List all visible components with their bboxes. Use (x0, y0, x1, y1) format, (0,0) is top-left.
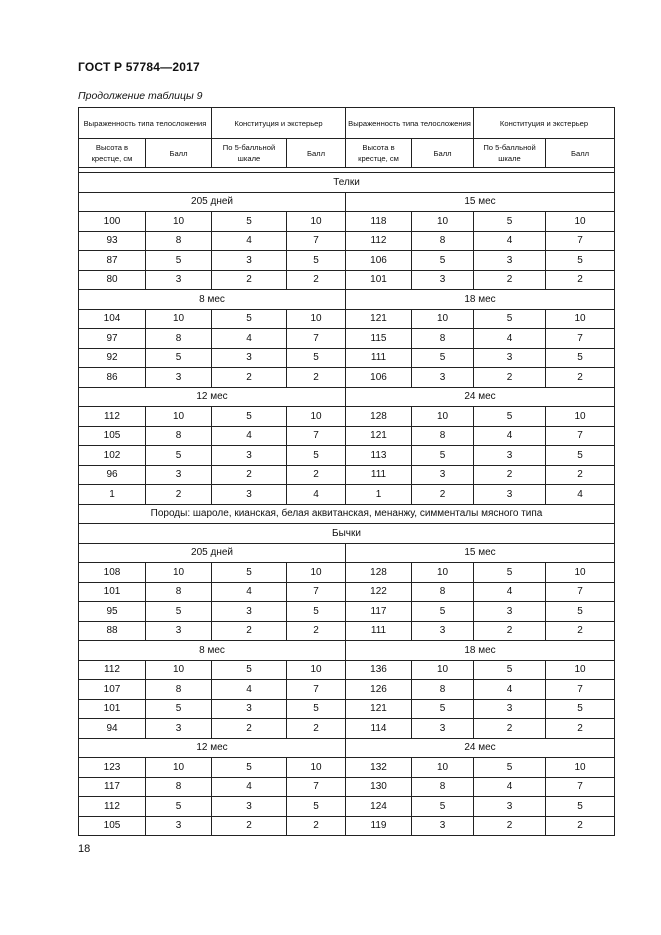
period-label-right: 18 мес (346, 290, 615, 310)
table-cell: 102 (79, 446, 146, 466)
table-cell: 10 (412, 660, 474, 680)
table-cell: 112 (346, 231, 412, 251)
table-cell: 126 (346, 680, 412, 700)
table-cell: 4 (212, 777, 287, 797)
table-cell: 3 (212, 446, 287, 466)
table-cell: 8 (412, 426, 474, 446)
period-label-left: 12 мес (79, 738, 346, 758)
table-cell: 101 (346, 270, 412, 290)
table-cell: 2 (546, 368, 615, 388)
table-cell: 3 (212, 797, 287, 817)
table-cell: 3 (146, 816, 212, 836)
period-row (79, 387, 615, 407)
period-label-right: 24 мес (346, 387, 615, 407)
table-cell: 7 (546, 231, 615, 251)
table-cell: 3 (146, 719, 212, 739)
table-cell: 8 (412, 329, 474, 349)
section-title: Породы: шароле, кианская, белая аквитанская, менанжу, симменталы мясного типа (79, 504, 615, 524)
table-cell: 5 (212, 660, 287, 680)
table-cell: 2 (412, 485, 474, 505)
table-cell: 3 (212, 251, 287, 271)
table-cell: 4 (212, 680, 287, 700)
table-cell: 115 (346, 329, 412, 349)
table-cell: 5 (146, 348, 212, 368)
table-cell: 2 (212, 465, 287, 485)
table-cell: 101 (79, 582, 146, 602)
table-cell: 4 (474, 680, 546, 700)
table-cell: 5 (212, 563, 287, 583)
table-cell: 121 (346, 309, 412, 329)
table-cell: 5 (287, 251, 346, 271)
table-cell: 7 (546, 329, 615, 349)
table-cell: 10 (146, 758, 212, 778)
table-cell: 2 (546, 465, 615, 485)
table-cell: 5 (212, 309, 287, 329)
table-cell: 5 (287, 348, 346, 368)
table-cell: 7 (546, 777, 615, 797)
table-row (79, 680, 615, 700)
table-cell: 136 (346, 660, 412, 680)
table-cell: 4 (474, 329, 546, 349)
section-title: Бычки (79, 524, 615, 544)
table-cell: 4 (474, 777, 546, 797)
table-cell: 3 (412, 465, 474, 485)
table-row (79, 251, 615, 271)
table-cell: 1 (79, 485, 146, 505)
page-number: 18 (78, 843, 91, 855)
table-cell: 7 (546, 680, 615, 700)
table-cell: 5 (546, 348, 615, 368)
table-cell: 10 (146, 407, 212, 427)
period-label-right: 24 мес (346, 738, 615, 758)
table-cell: 10 (546, 660, 615, 680)
table-cell: 3 (212, 699, 287, 719)
table-cell: 122 (346, 582, 412, 602)
table-cell: 2 (287, 621, 346, 641)
table-cell: 4 (474, 231, 546, 251)
table-cell: 8 (412, 680, 474, 700)
table-cell: 2 (287, 465, 346, 485)
table-row (79, 426, 615, 446)
table-cell: 5 (412, 699, 474, 719)
table-cell: 92 (79, 348, 146, 368)
table-row (79, 563, 615, 583)
table-cell: 2 (287, 719, 346, 739)
table-cell: 10 (287, 309, 346, 329)
table-row (79, 368, 615, 388)
table-cell: 7 (287, 426, 346, 446)
table-cell: 10 (287, 407, 346, 427)
section-row (79, 504, 615, 524)
table-cell: 2 (474, 465, 546, 485)
table-cell: 3 (474, 699, 546, 719)
table-cell: 8 (146, 329, 212, 349)
table-cell: 5 (412, 348, 474, 368)
table-cell: 121 (346, 699, 412, 719)
period-label-right: 18 мес (346, 641, 615, 661)
table-row (79, 407, 615, 427)
table-row (79, 212, 615, 232)
table-cell: 3 (146, 368, 212, 388)
table-cell: 5 (546, 251, 615, 271)
header-build-right: Выраженность типа телосложения (346, 108, 474, 139)
table-cell: 3 (412, 368, 474, 388)
table-cell: 2 (546, 719, 615, 739)
table-row (79, 231, 615, 251)
table-row (79, 621, 615, 641)
table-cell: 5 (287, 797, 346, 817)
table-cell: 97 (79, 329, 146, 349)
table-cell: 114 (346, 719, 412, 739)
period-row (79, 192, 615, 212)
period-label-left: 205 дней (79, 192, 346, 212)
table-cell: 3 (146, 465, 212, 485)
table-cell: 5 (474, 212, 546, 232)
table-cell: 2 (474, 621, 546, 641)
table-cell: 95 (79, 602, 146, 622)
header-scale-left: По 5-балльной шкале (212, 139, 287, 168)
period-label-right: 15 мес (346, 192, 615, 212)
table-cell: 111 (346, 621, 412, 641)
table-cell: 5 (474, 758, 546, 778)
table-cell: 10 (412, 758, 474, 778)
table-row (79, 582, 615, 602)
table-cell: 4 (474, 426, 546, 446)
table-cell: 5 (212, 407, 287, 427)
period-row (79, 738, 615, 758)
table-cell: 10 (546, 309, 615, 329)
table-cell: 128 (346, 407, 412, 427)
table-cell: 2 (474, 270, 546, 290)
table-row (79, 797, 615, 817)
table-row (79, 270, 615, 290)
table-cell: 105 (79, 816, 146, 836)
table-cell: 3 (474, 251, 546, 271)
table-cell: 5 (546, 699, 615, 719)
table-cell: 8 (412, 582, 474, 602)
section-title: Телки (79, 173, 615, 193)
table-cell: 4 (212, 426, 287, 446)
table-cell: 100 (79, 212, 146, 232)
table-cell: 8 (146, 231, 212, 251)
table-cell: 10 (146, 660, 212, 680)
table-cell: 5 (212, 758, 287, 778)
table-cell: 10 (287, 212, 346, 232)
table-cell: 106 (346, 368, 412, 388)
document-code: ГОСТ Р 57784—2017 (78, 60, 200, 74)
table-cell: 5 (474, 407, 546, 427)
table-cell: 8 (146, 426, 212, 446)
table-cell: 130 (346, 777, 412, 797)
table-cell: 3 (412, 816, 474, 836)
table-cell: 4 (212, 231, 287, 251)
table-cell: 119 (346, 816, 412, 836)
table-cell: 10 (146, 212, 212, 232)
table-row (79, 719, 615, 739)
table-cell: 10 (412, 563, 474, 583)
table-cell: 2 (287, 270, 346, 290)
table-cell: 111 (346, 465, 412, 485)
header-row-groups (79, 108, 615, 139)
table-cell: 2 (212, 719, 287, 739)
table-cell: 5 (287, 602, 346, 622)
table-cell: 105 (79, 426, 146, 446)
table-cell: 3 (474, 602, 546, 622)
table-cell: 2 (212, 270, 287, 290)
table-cell: 5 (412, 797, 474, 817)
table-cell: 8 (146, 582, 212, 602)
table-cell: 88 (79, 621, 146, 641)
table-cell: 5 (412, 251, 474, 271)
table-row (79, 485, 615, 505)
table-cell: 111 (346, 348, 412, 368)
table-cell: 8 (146, 680, 212, 700)
table-row (79, 465, 615, 485)
table-cell: 112 (79, 660, 146, 680)
table-cell: 2 (474, 816, 546, 836)
table-cell: 123 (79, 758, 146, 778)
header-score2-right: Балл (546, 139, 615, 168)
table-cell: 7 (546, 582, 615, 602)
table-cell: 5 (212, 212, 287, 232)
table-cell: 101 (79, 699, 146, 719)
table-cell: 106 (346, 251, 412, 271)
table-cell: 3 (474, 348, 546, 368)
table-cell: 5 (546, 602, 615, 622)
table-cell: 3 (212, 348, 287, 368)
table-cell: 10 (546, 212, 615, 232)
header-height-left: Высота в крестце, см (79, 139, 146, 168)
header-constitution-right: Конституция и экстерьер (474, 108, 615, 139)
table-cell: 7 (287, 582, 346, 602)
table-cell: 7 (287, 680, 346, 700)
table-cell: 2 (546, 621, 615, 641)
table-cell: 2 (212, 816, 287, 836)
table-cell: 2 (546, 816, 615, 836)
table-row (79, 777, 615, 797)
table-cell: 113 (346, 446, 412, 466)
table-cell: 96 (79, 465, 146, 485)
table-cell: 132 (346, 758, 412, 778)
table-cell: 2 (546, 270, 615, 290)
header-score-right: Балл (412, 139, 474, 168)
header-score2-left: Балл (287, 139, 346, 168)
table-cell: 10 (287, 758, 346, 778)
table-cell: 10 (412, 212, 474, 232)
table-cell: 5 (146, 251, 212, 271)
header-scale-right: По 5-балльной шкале (474, 139, 546, 168)
table-row (79, 602, 615, 622)
table-cell: 10 (146, 563, 212, 583)
table-cell: 5 (474, 309, 546, 329)
table-cell: 112 (79, 407, 146, 427)
table-cell: 7 (287, 231, 346, 251)
table-cell: 107 (79, 680, 146, 700)
table-cell: 10 (146, 309, 212, 329)
table-cell: 3 (146, 621, 212, 641)
table-row (79, 309, 615, 329)
table-row (79, 348, 615, 368)
table-cell: 2 (287, 816, 346, 836)
table-cell: 8 (412, 231, 474, 251)
table-cell: 5 (412, 446, 474, 466)
table-cell: 5 (287, 699, 346, 719)
table-cell: 3 (212, 485, 287, 505)
table-cell: 117 (79, 777, 146, 797)
table-cell: 7 (287, 329, 346, 349)
table-cell: 5 (146, 699, 212, 719)
period-row (79, 641, 615, 661)
table-cell: 10 (546, 758, 615, 778)
table-cell: 128 (346, 563, 412, 583)
table-cell: 5 (146, 602, 212, 622)
table-cell: 5 (546, 446, 615, 466)
table-cell: 5 (546, 797, 615, 817)
table-row (79, 329, 615, 349)
table-cell: 8 (146, 777, 212, 797)
table-cell: 108 (79, 563, 146, 583)
header-score-left: Балл (146, 139, 212, 168)
table-cell: 3 (474, 797, 546, 817)
table-cell: 4 (474, 582, 546, 602)
table-cell: 3 (412, 719, 474, 739)
table-cell: 5 (287, 446, 346, 466)
table-cell: 112 (79, 797, 146, 817)
table-cell: 121 (346, 426, 412, 446)
table-cell: 1 (346, 485, 412, 505)
section-row (79, 173, 615, 193)
header-height-right: Высота в крестце, см (346, 139, 412, 168)
table-cell: 5 (146, 446, 212, 466)
table-cell: 117 (346, 602, 412, 622)
table-cell: 5 (474, 660, 546, 680)
table-cell: 7 (546, 426, 615, 446)
header-build-left: Выраженность типа телосложения (79, 108, 212, 139)
table-cell: 5 (412, 602, 474, 622)
table-cell: 10 (287, 660, 346, 680)
table-row (79, 660, 615, 680)
table-cell: 8 (412, 777, 474, 797)
table-cell: 3 (212, 602, 287, 622)
period-label-left: 12 мес (79, 387, 346, 407)
section-row (79, 524, 615, 544)
table-cell: 104 (79, 309, 146, 329)
table-cell: 4 (212, 582, 287, 602)
table-row (79, 446, 615, 466)
table-cell: 5 (146, 797, 212, 817)
period-label-left: 8 мес (79, 290, 346, 310)
period-row (79, 290, 615, 310)
table-cell: 4 (546, 485, 615, 505)
period-label-left: 8 мес (79, 641, 346, 661)
table-cell: 3 (146, 270, 212, 290)
table-cell: 2 (146, 485, 212, 505)
table-cell: 4 (287, 485, 346, 505)
table-cell: 2 (287, 368, 346, 388)
table-cell: 2 (212, 621, 287, 641)
table-cell: 118 (346, 212, 412, 232)
table-cell: 87 (79, 251, 146, 271)
table-row (79, 816, 615, 836)
table-cell: 10 (546, 407, 615, 427)
period-row (79, 543, 615, 563)
score-table (78, 107, 615, 836)
table-cell: 10 (412, 407, 474, 427)
table-cell: 10 (546, 563, 615, 583)
table-cell: 93 (79, 231, 146, 251)
table-row (79, 699, 615, 719)
table-cell: 80 (79, 270, 146, 290)
period-label-left: 205 дней (79, 543, 346, 563)
table-cell: 10 (412, 309, 474, 329)
header-row-columns (79, 139, 615, 168)
table-cell: 7 (287, 777, 346, 797)
table-cell: 94 (79, 719, 146, 739)
table-row (79, 758, 615, 778)
table-cell: 2 (474, 368, 546, 388)
header-constitution-left: Конституция и экстерьер (212, 108, 346, 139)
table-cell: 2 (212, 368, 287, 388)
table-cell: 124 (346, 797, 412, 817)
period-label-right: 15 мес (346, 543, 615, 563)
table-cell: 2 (474, 719, 546, 739)
table-cell: 10 (287, 563, 346, 583)
table-cell: 3 (412, 270, 474, 290)
table-cell: 4 (212, 329, 287, 349)
table-cell: 86 (79, 368, 146, 388)
table-cell: 5 (474, 563, 546, 583)
table-cell: 3 (474, 485, 546, 505)
table-caption: Продолжение таблицы 9 (78, 90, 203, 102)
table-cell: 3 (412, 621, 474, 641)
table-cell: 3 (474, 446, 546, 466)
